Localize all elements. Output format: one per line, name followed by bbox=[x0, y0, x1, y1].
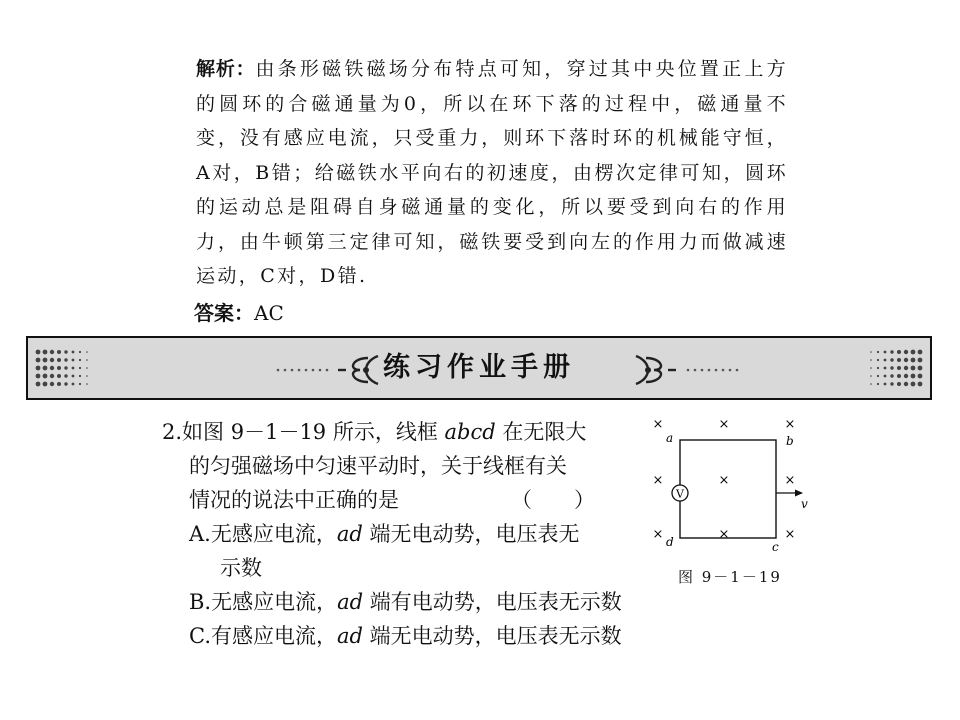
analysis-text: 由条形磁铁磁场分布特点可知，穿过其中央位置正上方的圆环的合磁通量为0，所以在环下落的过程中，磁通量不变，没有感应电流，只受重力，则环下落时环的机械能守恒，A对，B错；给磁铁水平向右的初速度，由楞次定律可知，圆环的运动总是阻碍自身磁通量的变化，所以要受到向右的作用力，由牛顿第三定律可知，磁铁要受到向左的作用力而做减速运动，C对，D错. bbox=[196, 58, 788, 287]
banner-title: 练习作业手册 bbox=[383, 352, 575, 383]
answer-line bbox=[194, 296, 284, 330]
question-stem-part: 的匀强磁场中匀速平动时，关于线框有关 bbox=[189, 454, 567, 478]
question-stem-part: 在无限大 bbox=[495, 420, 587, 444]
field-cross-icon: × bbox=[652, 417, 664, 432]
answer-label: 答案： bbox=[194, 301, 254, 325]
question-stem-line bbox=[162, 415, 662, 449]
option-text: 端无电动势，电压表无 bbox=[362, 522, 580, 546]
field-cross-icon: × bbox=[652, 473, 664, 488]
question-2 bbox=[162, 415, 662, 653]
option-letter: A. bbox=[189, 522, 211, 546]
question-stem-line bbox=[162, 483, 662, 517]
corner-d-label: d bbox=[666, 535, 674, 549]
corner-b-label: b bbox=[786, 434, 794, 448]
option-var: ad bbox=[337, 624, 363, 648]
field-cross-icon: × bbox=[718, 527, 730, 542]
section-banner bbox=[26, 336, 932, 400]
option-text: 无感应电流， bbox=[211, 590, 338, 614]
figure-caption: 图 9－1－19 bbox=[678, 568, 782, 586]
option-letter: B. bbox=[189, 590, 212, 614]
question-stem-part: 情况的说法中正确的是 bbox=[189, 488, 399, 512]
analysis-paragraph bbox=[196, 52, 788, 294]
option-text: 示数 bbox=[220, 556, 262, 580]
velocity-label: v bbox=[801, 497, 808, 511]
option-b bbox=[162, 585, 662, 619]
field-cross-icon: × bbox=[652, 527, 664, 542]
answer-bracket: （ ） bbox=[511, 488, 595, 512]
figure-9-1-19 bbox=[648, 414, 818, 554]
option-text: 有感应电流， bbox=[211, 624, 337, 648]
question-stem-line bbox=[162, 449, 662, 483]
option-text: 无感应电流， bbox=[210, 522, 337, 546]
option-a bbox=[162, 517, 662, 551]
wire-frame bbox=[680, 440, 776, 538]
option-var: ad bbox=[336, 522, 363, 546]
question-stem-part: 如图 9－1－19 所示，线框 bbox=[182, 420, 445, 444]
option-text: 端有电动势，电压表无示数 bbox=[363, 590, 622, 614]
corner-a-label: a bbox=[666, 431, 674, 445]
option-letter: C. bbox=[189, 624, 211, 648]
field-cross-icon: × bbox=[784, 527, 796, 542]
option-text: 端无电动势，电压表无示数 bbox=[362, 624, 622, 648]
question-number: 2. bbox=[162, 420, 183, 444]
field-cross-icon: × bbox=[784, 417, 796, 432]
analysis-label: 解析： bbox=[196, 58, 256, 80]
option-c bbox=[162, 619, 662, 653]
field-cross-icon: × bbox=[718, 473, 730, 488]
option-var: ad bbox=[337, 590, 364, 614]
field-cross-icon: × bbox=[784, 473, 796, 488]
answer-value: AC bbox=[254, 301, 284, 325]
velocity-arrowhead bbox=[795, 490, 803, 497]
field-cross-icon: × bbox=[718, 417, 730, 432]
corner-c-label: c bbox=[772, 540, 779, 554]
option-a-continuation bbox=[162, 551, 662, 585]
question-var: abcd bbox=[444, 420, 496, 444]
voltmeter-label: V bbox=[676, 487, 684, 501]
